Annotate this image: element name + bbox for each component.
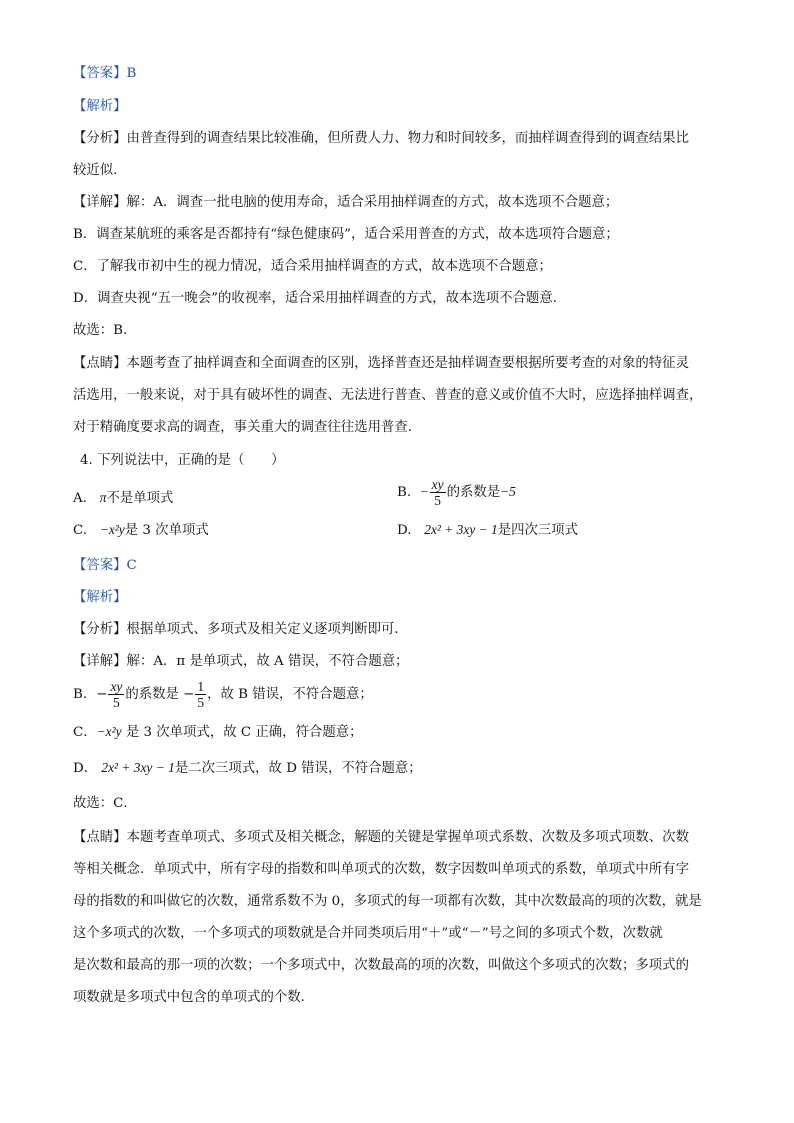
q4-option-b-denominator: 5 bbox=[434, 493, 441, 508]
q4-analysis-label: 【解析】 bbox=[73, 590, 127, 605]
q4-detail-2-denominator: 5 bbox=[113, 695, 120, 710]
q4-option-a-math: π bbox=[99, 490, 107, 505]
q4-option-b-value: −5 bbox=[500, 484, 516, 499]
q4-option-c-math: −x²y bbox=[99, 522, 125, 537]
q3-fenxi-line-2: 较近似． bbox=[73, 163, 127, 178]
q4-detail-4-post: 是二次三项式，故 D 错误，不符合题意； bbox=[174, 761, 422, 776]
q4-detail-3-post: 是 3 次单项式，故 C 正确，符合题意； bbox=[125, 725, 363, 740]
q4-option-b-numerator: xy bbox=[431, 477, 444, 492]
q4-stem: 4. 下列说法中，正确的是（ ） bbox=[80, 453, 285, 468]
q3-answer: 【答案】B bbox=[73, 66, 137, 81]
q4-detail-2-post: ，故 B 错误，不符合题意； bbox=[207, 687, 373, 702]
q3-dianjing-line-2: 活选用，一般来说，对于具有破坏性的调查、无法进行普查、普查的意义或价值不大时，应选择抽样调查， bbox=[73, 388, 703, 403]
q3-fenxi-line-1: 【分析】由普查得到的调查结果比较准确，但所费人力、物力和时间较多，而抽样调查得到的调查结果比 bbox=[73, 131, 689, 146]
q4-option-c-text: 是 3 次单项式 bbox=[124, 523, 209, 538]
q3-dianjing-line-3: 对于精确度要求高的调查，事关重大的调查往往选用普查． bbox=[73, 420, 422, 435]
q4-option-b bbox=[397, 477, 516, 508]
q4-option-d-text: 是四次三项式 bbox=[497, 523, 579, 538]
q3-detail-line-3: C．了解我市初中生的视力情况，适合采用抽样调查的方式，故本选项不合题意； bbox=[73, 259, 552, 274]
q4-detail-2-pre: B．− bbox=[73, 687, 108, 702]
q4-dianjing-line-3: 母的指数的和叫做它的次数，通常系数不为 0，多项式的每一项都有次数，其中次数最高的项的次数，就是 bbox=[73, 894, 702, 909]
q3-analysis-label: 【解析】 bbox=[73, 99, 127, 114]
q4-detail-4-pre: D． bbox=[73, 761, 98, 776]
q4-dianjing-line-5: 是次数和最高的那一项的次数；一个多项式中，次数最高的项的次数，叫做这个多项式的次数；多项式的 bbox=[73, 958, 689, 973]
q4-option-d-label: D. bbox=[397, 523, 412, 538]
q4-detail-line-4 bbox=[73, 758, 422, 779]
q4-detail-3-math: −x²y bbox=[96, 724, 122, 739]
q4-option-a-label: A. bbox=[73, 491, 87, 506]
q4-choose: 故选：C． bbox=[73, 796, 137, 811]
q4-option-a bbox=[73, 488, 173, 509]
q4-fenxi: 【分析】根据单项式、多项式及相关定义逐项判断即可． bbox=[73, 622, 408, 637]
q4-detail-3-pre: C． bbox=[73, 725, 97, 740]
q4-dianjing-line-4: 这个多项式的次数，一个多项式的项数就是合并同类项后用“＋”或“－”号之间的多项式个数，次数就 bbox=[73, 926, 663, 941]
q4-detail-2-denominator-2: 5 bbox=[197, 695, 205, 710]
q4-detail-2-numerator-2: 1 bbox=[197, 679, 205, 694]
q4-detail-line-3 bbox=[73, 722, 363, 743]
q4-option-b-minus: − bbox=[419, 484, 429, 499]
q4-option-a-text: 不是单项式 bbox=[106, 491, 174, 506]
q4-option-d-math: 2x² + 3xy − 1 bbox=[424, 522, 498, 537]
q4-option-b-text: 的系数是 bbox=[446, 485, 501, 500]
q4-option-c bbox=[73, 520, 209, 541]
q4-detail-line-1: 【详解】解：A．π 是单项式，故 A 错误，不符合题意； bbox=[73, 654, 409, 669]
q3-detail-line-4: D．调查央视“五一晚会”的收视率，适合采用抽样调查的方式，故本选项不合题意． bbox=[73, 291, 567, 306]
q4-detail-4-math: 2x² + 3xy − 1 bbox=[101, 760, 175, 775]
q4-option-c-label: C. bbox=[73, 523, 88, 538]
q4-dianjing-line-1: 【点睛】本题考查单项式、多项式及相关概念，解题的关键是掌握单项式系数、次数及多项式项数、次数 bbox=[73, 830, 689, 845]
q4-option-b-label: B. bbox=[397, 485, 412, 500]
q3-dianjing-line-1: 【点睛】本题考查了抽样调查和全面调查的区别，选择普查还是抽样调查要根据所要考查的对象的特征灵 bbox=[73, 356, 689, 371]
q4-detail-line-2 bbox=[73, 679, 373, 710]
q3-detail-line-2: B．调查某航班的乘客是否都持有“绿色健康码”，适合采用普查的方式，故本选项符合题意； bbox=[73, 227, 619, 242]
q4-dianjing-line-2: 等相关概念．单项式中，所有字母的指数和叫单项式的次数，数字因数叫单项式的系数，单项式中所有字 bbox=[73, 862, 689, 877]
q4-detail-2-fraction-2 bbox=[195, 679, 206, 710]
q4-detail-2-fraction bbox=[108, 679, 124, 710]
q4-option-d bbox=[397, 520, 578, 541]
q4-answer: 【答案】C bbox=[73, 558, 137, 573]
q4-detail-2-numerator: xy bbox=[110, 679, 123, 694]
q4-option-b-fraction bbox=[430, 477, 446, 508]
q4-detail-2-mid: 的系数是 − bbox=[125, 687, 195, 702]
q4-dianjing-line-6: 项数就是多项式中包含的单项式的个数． bbox=[73, 990, 315, 1005]
q3-detail-line-1: 【详解】解：A．调查一批电脑的使用寿命，适合采用抽样调查的方式，故本选项不合题意； bbox=[73, 195, 619, 210]
q3-choose: 故选：B． bbox=[73, 323, 137, 338]
